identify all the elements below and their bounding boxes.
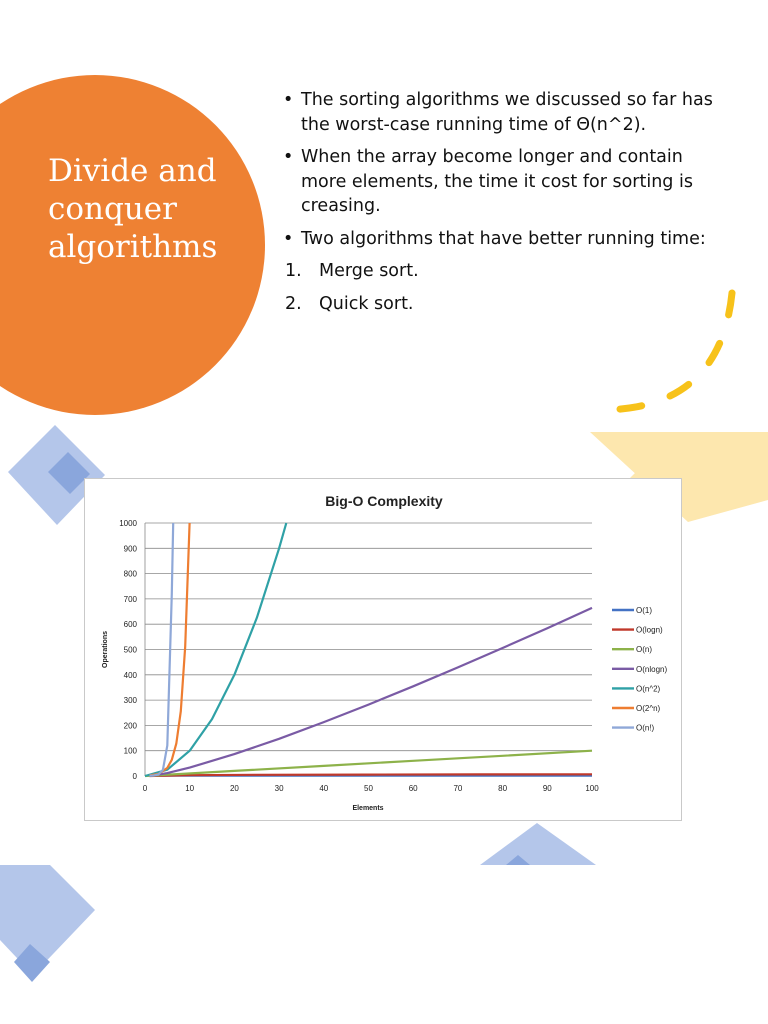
- big-o-chart: [85, 479, 683, 822]
- x-tick-label: 100: [585, 784, 599, 793]
- chart-title: Big-O Complexity: [325, 493, 443, 509]
- bullet-item: • Two algorithms that have better running time:: [283, 227, 733, 252]
- x-tick-label: 80: [498, 784, 508, 793]
- y-tick-label: 900: [123, 544, 137, 554]
- blue-shape-bottom-left: [0, 865, 95, 975]
- x-tick-label: 10: [185, 784, 195, 793]
- x-tick-label: 60: [408, 784, 418, 793]
- y-axis-label: Operations: [102, 631, 109, 668]
- x-tick-label: 70: [453, 784, 463, 793]
- x-axis-label: Elements: [352, 805, 384, 812]
- item-text: Quick sort.: [319, 293, 414, 314]
- bullet-list: [283, 88, 733, 324]
- legend-label: O(logn): [636, 625, 663, 635]
- bullet-item: • When the array become longer and contain more elements, the time it cost for sorting is creasing.: [283, 145, 733, 219]
- legend-label: O(n): [636, 645, 652, 655]
- legend-label: O(1): [636, 606, 652, 615]
- y-tick-label: 300: [123, 696, 137, 706]
- x-tick-label: 40: [319, 784, 329, 793]
- bullet-item: • The sorting algorithms we discussed so far has the worst-case running time of Θ(n^2).: [283, 88, 733, 137]
- legend-label: O(2^n): [636, 704, 661, 713]
- y-tick-label: 400: [123, 670, 137, 680]
- tick-layer: [119, 519, 599, 793]
- chart-container: [84, 478, 682, 821]
- x-tick-label: 30: [274, 784, 284, 793]
- y-tick-label: 500: [123, 645, 137, 655]
- y-tick-label: 700: [123, 594, 137, 604]
- item-text: Merge sort.: [319, 261, 419, 281]
- legend: [612, 606, 667, 733]
- y-tick-label: 1000: [119, 519, 137, 528]
- y-tick-label: 800: [123, 569, 137, 579]
- item-number: 2.: [285, 293, 302, 314]
- grid-layer: [145, 523, 592, 776]
- legend-label: O(n^2): [636, 684, 661, 694]
- legend-label: O(n!): [636, 723, 655, 733]
- x-tick-label: 0: [142, 784, 148, 793]
- y-tick-label: 200: [123, 721, 137, 731]
- y-tick-label: 600: [123, 620, 137, 630]
- numbered-item: [283, 259, 733, 284]
- numbered-item: [283, 292, 733, 317]
- item-number: 1.: [285, 261, 302, 281]
- y-tick-label: 100: [123, 746, 137, 756]
- legend-label: O(nlogn): [636, 664, 668, 674]
- y-tick-label: 0: [132, 772, 137, 781]
- x-tick-label: 90: [542, 784, 552, 793]
- x-tick-label: 50: [364, 784, 373, 793]
- x-tick-label: 20: [229, 784, 239, 793]
- slide-title: Divide and conquer algorithms: [48, 153, 218, 265]
- series-line-O(n): [145, 751, 592, 776]
- blue-triangle-bottom-right: [480, 823, 596, 865]
